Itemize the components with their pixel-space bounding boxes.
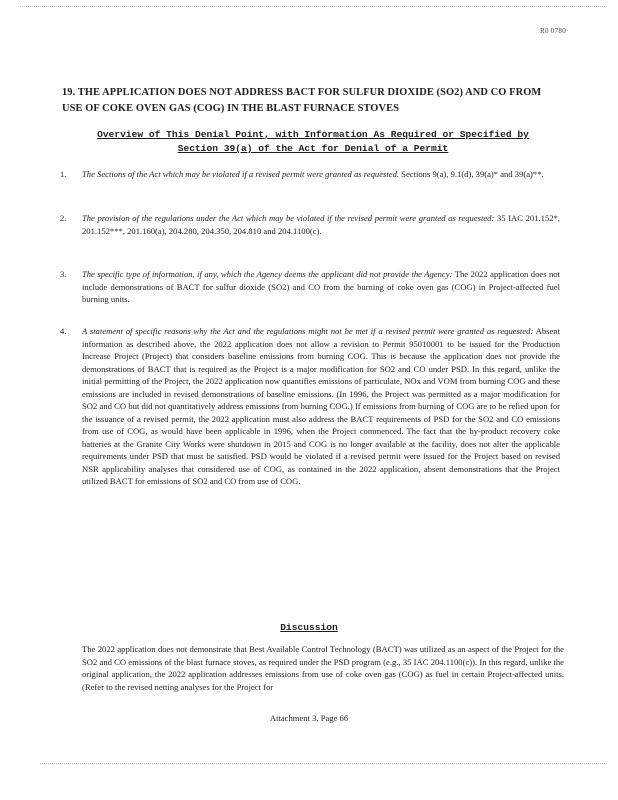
document-id: R0 0780 <box>539 27 566 35</box>
item-number: 2. <box>60 213 67 223</box>
list-item <box>60 268 560 306</box>
list-item <box>60 325 560 488</box>
overview-subheading: Overview of This Denial Point, with Information As Required or Specified by Section 39(a) of the Act for Denial of a Permit <box>97 129 529 154</box>
item-number: 4. <box>60 326 67 336</box>
item-text <box>82 212 560 237</box>
item-number: 3. <box>60 269 67 279</box>
page-footer: Attachment 3, Page 66 <box>269 713 349 723</box>
item-text <box>82 168 560 181</box>
item-lead: The provision of the regulations under the Act which may be violated if the revised permit were granted as requested: <box>82 213 495 223</box>
scan-edge-top <box>20 6 605 7</box>
item-text <box>82 325 560 488</box>
section-heading: 19. THE APPLICATION DOES NOT ADDRESS BACT FOR SULFUR DIOXIDE (SO2) AND CO FROM USE OF COKE OVEN GAS (COG) IN THE BLAST FURNACE STOVES <box>62 87 542 114</box>
item-number: 1. <box>60 169 67 179</box>
item-lead: The Sections of the Act which may be violated if a revised permit were granted as requested. <box>82 169 400 179</box>
item-lead: A statement of specific reasons why the Act and the regulations might not be met if a revised permit were granted as requested: <box>82 326 534 336</box>
item-body: Sections 9(a), 9.1(d), 39(a)* and 39(a)**. <box>399 169 544 179</box>
item-body: The 2022 application does not include demonstrations of BACT for sulfur dioxide (SO2) and CO from the burning of coke oven gas (COG) in Project-affected fuel burning units. <box>82 269 560 304</box>
scan-edge-bottom <box>40 763 605 764</box>
discussion-paragraph: The 2022 application does not demonstrate that Best Available Control Technology (BACT) was utilized as an aspect of the Project for the SO2 and CO emissions of the blast furnace stoves, as required under the PSD program (e.g., 35 IAC 204.1100(c)). In this regard, unlike the original application, the 2022 application addresses emissions from use of coke oven gas (COG) as fuel in certain Project-affected units. (Refer to the revised netting analyses for the Project for <box>82 644 564 692</box>
list-item <box>60 168 560 181</box>
item-body: Absent information as described above, the 2022 application does not allow a revision to Permit 95010001 to be issued for the Production Increase Project (Project) that considers baseline emissions from burning COG. This is because the application does not provide the demonstrations of BACT that is required as the Project is a major modification for SO2 and CO under PSD. In this regard, unlike the initial permitting of the Project, the 2022 application now quantifies emissions of particulate, NOx and VOM from burning COG and these emissions are included in revised demonstrations of baseline emissions. (In 1996, the Project was permitted as a major modification for SO2 and CO but did not quantitatively address emissions from burning COG.) If emissions from burning of COG are to be relied upon for the issuance of a revised permit, the 2022 application must also address the BACT requirements of PSD for the SO2 and CO emissions from use of COG, as would have been applicable in 1996, when the Project commenced. The fact that the by-product recovery coke batteries at the Granite City Works were shutdown in 2015 and COG is no longer available at the facility, does not alter the applicable requirements under PSD that must be satisfied. PSD would be violated if a revised permit were issued for the Project based on revised NSR applicability analyses that considered use of COG, as contained in the 2022 application, absent demonstrations that the Project utilized BACT for emissions of SO2 and CO from use of COG. <box>82 326 560 486</box>
item-lead: The specific type of information, if any, which the Agency deems the applicant did not provide the Agency: <box>82 269 453 279</box>
item-body: 35 IAC 201.152*, 201.152***, 201.160(a), 204.280, 204.350, 204.810 and 204.1100(c). <box>82 213 560 236</box>
list-item <box>60 212 560 237</box>
item-text <box>82 268 560 306</box>
discussion-heading: Discussion <box>280 622 338 633</box>
